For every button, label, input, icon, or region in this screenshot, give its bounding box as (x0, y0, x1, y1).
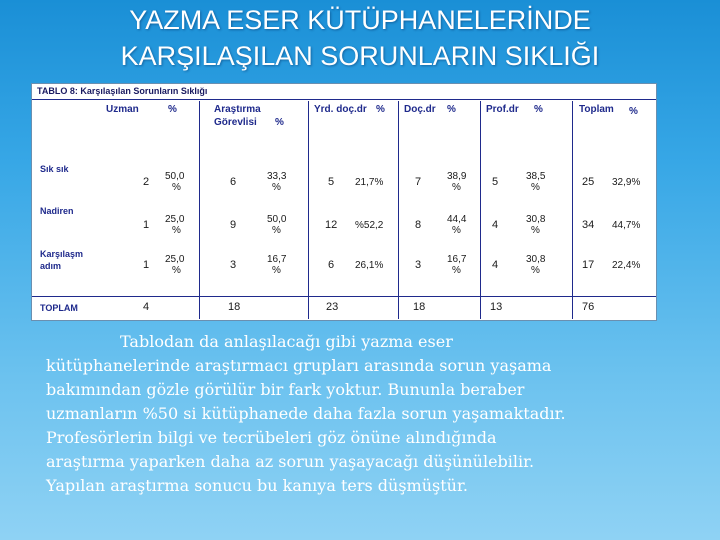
cell-ag-pct: 33,3 (267, 171, 287, 182)
table-caption: TABLO 8: Karşılaşılan Sorunların Sıklığı (37, 86, 208, 96)
header-yrd-pct: % (376, 104, 385, 115)
header-arastirma: Araştırma (214, 104, 261, 115)
cell-doc-pct-sign: % (452, 182, 461, 193)
slide-title-line-2: KARŞILAŞILAN SORUNLARIN SIKLIĞI (120, 41, 600, 71)
cell-yrd-pct: 21,7% (355, 177, 384, 188)
table-rule-total (32, 296, 656, 297)
cell-prof: 4 (492, 259, 499, 271)
cell-toplam: 17 (582, 259, 595, 271)
row-label-cont: adım (40, 261, 62, 271)
cell-ag-pct-sign: % (272, 225, 281, 236)
cell-ag-pct: 50,0 (267, 214, 287, 225)
total-ag: 18 (228, 301, 241, 313)
paragraph-line: uzmanların %50 si kütüphanede daha fazla sorun yaşamaktadır. (46, 404, 566, 423)
cell-ag-pct-sign: % (272, 182, 281, 193)
slide-title (0, 2, 720, 74)
cell-uzman-pct: 25,0 (165, 254, 185, 265)
slide-title-line-1: YAZMA ESER KÜTÜPHANELERİNDE (129, 5, 591, 35)
row-label: Nadiren (40, 206, 74, 216)
cell-doc-pct: 38,9 (447, 171, 467, 182)
cell-uzman: 1 (143, 259, 150, 271)
frequency-table (31, 83, 657, 321)
cell-prof: 5 (492, 176, 499, 188)
table-col-divider (398, 101, 399, 319)
row-label: Karşılaşm (40, 249, 84, 259)
paragraph-line: Yapılan araştırma sonucu bu kanıya ters düşmüştür. (46, 476, 468, 495)
paragraph-line: kütüphanelerinde araştırmacı grupları arasında sorun yaşama (46, 356, 552, 375)
cell-doc: 8 (415, 219, 422, 231)
cell-yrd: 6 (328, 259, 335, 271)
total-uzman: 4 (143, 301, 150, 313)
header-arastirma-pct: % (275, 117, 284, 128)
table-col-divider (308, 101, 309, 319)
cell-doc-pct-sign: % (452, 265, 461, 276)
header-toplam-pct: % (629, 106, 638, 117)
cell-doc-pct-sign: % (452, 225, 461, 236)
total-doc: 18 (413, 301, 426, 313)
body-paragraph (46, 330, 686, 498)
table-rule-top (32, 99, 656, 100)
cell-uzman-pct-sign: % (172, 182, 181, 193)
total-yrd: 23 (326, 301, 339, 313)
cell-doc: 3 (415, 259, 422, 271)
cell-ag-pct: 16,7 (267, 254, 287, 265)
cell-uzman-pct-sign: % (172, 265, 181, 276)
cell-uzman: 2 (143, 176, 150, 188)
cell-prof-pct-sign: % (531, 265, 540, 276)
cell-yrd: 12 (325, 219, 338, 231)
cell-prof: 4 (492, 219, 499, 231)
cell-yrd-pct: 26,1% (355, 260, 384, 271)
cell-prof-pct: 38,5 (526, 171, 546, 182)
row-label: Sık sık (40, 164, 69, 174)
cell-ag-pct-sign: % (272, 265, 281, 276)
total-prof: 13 (490, 301, 503, 313)
cell-prof-pct-sign: % (531, 225, 540, 236)
header-doc-pct: % (447, 104, 456, 115)
cell-ag: 3 (230, 259, 237, 271)
cell-uzman-pct-sign: % (172, 225, 181, 236)
cell-toplam-pct: 32,9% (612, 177, 641, 188)
cell-ag: 9 (230, 219, 237, 231)
paragraph-line: Profesörlerin bilgi ve tecrübeleri göz önüne alındığında (46, 428, 497, 447)
cell-prof-pct: 30,8 (526, 214, 546, 225)
cell-uzman-pct: 50,0 (165, 171, 185, 182)
cell-toplam-pct: 44,7% (612, 220, 641, 231)
total-label: TOPLAM (40, 303, 78, 313)
header-prof-pct: % (534, 104, 543, 115)
header-toplam: Toplam (579, 104, 614, 115)
paragraph-line: Tablodan da anlaşılacağı gibi yazma eser (120, 332, 453, 351)
header-doc: Doç.dr (404, 104, 436, 115)
cell-toplam-pct: 22,4% (612, 260, 641, 271)
total-toplam: 76 (582, 301, 595, 313)
cell-prof-pct-sign: % (531, 182, 540, 193)
cell-toplam: 25 (582, 176, 595, 188)
cell-toplam: 34 (582, 219, 595, 231)
cell-yrd: 5 (328, 176, 335, 188)
cell-ag: 6 (230, 176, 237, 188)
cell-uzman-pct: 25,0 (165, 214, 185, 225)
header-prof: Prof.dr (486, 104, 519, 115)
cell-yrd-pct: %52,2 (355, 220, 384, 231)
header-yrd-doc: Yrd. doç.dr (314, 104, 367, 115)
cell-doc-pct: 16,7 (447, 254, 467, 265)
table-col-divider (480, 101, 481, 319)
paragraph-line: bakımından gözle görülür bir fark yoktur. Bununla beraber (46, 380, 525, 399)
cell-uzman: 1 (143, 219, 150, 231)
table-col-divider (572, 101, 573, 319)
paragraph-line: araştırma yaparken daha az sorun yaşayacağı düşünülebilir. (46, 452, 535, 471)
cell-doc-pct: 44,4 (447, 214, 467, 225)
header-uzman: Uzman (106, 104, 139, 115)
header-uzman-pct: % (168, 104, 177, 115)
cell-doc: 7 (415, 176, 422, 188)
header-gorevlisi: Görevlisi (214, 117, 257, 128)
cell-prof-pct: 30,8 (526, 254, 546, 265)
table-col-divider (199, 101, 200, 319)
